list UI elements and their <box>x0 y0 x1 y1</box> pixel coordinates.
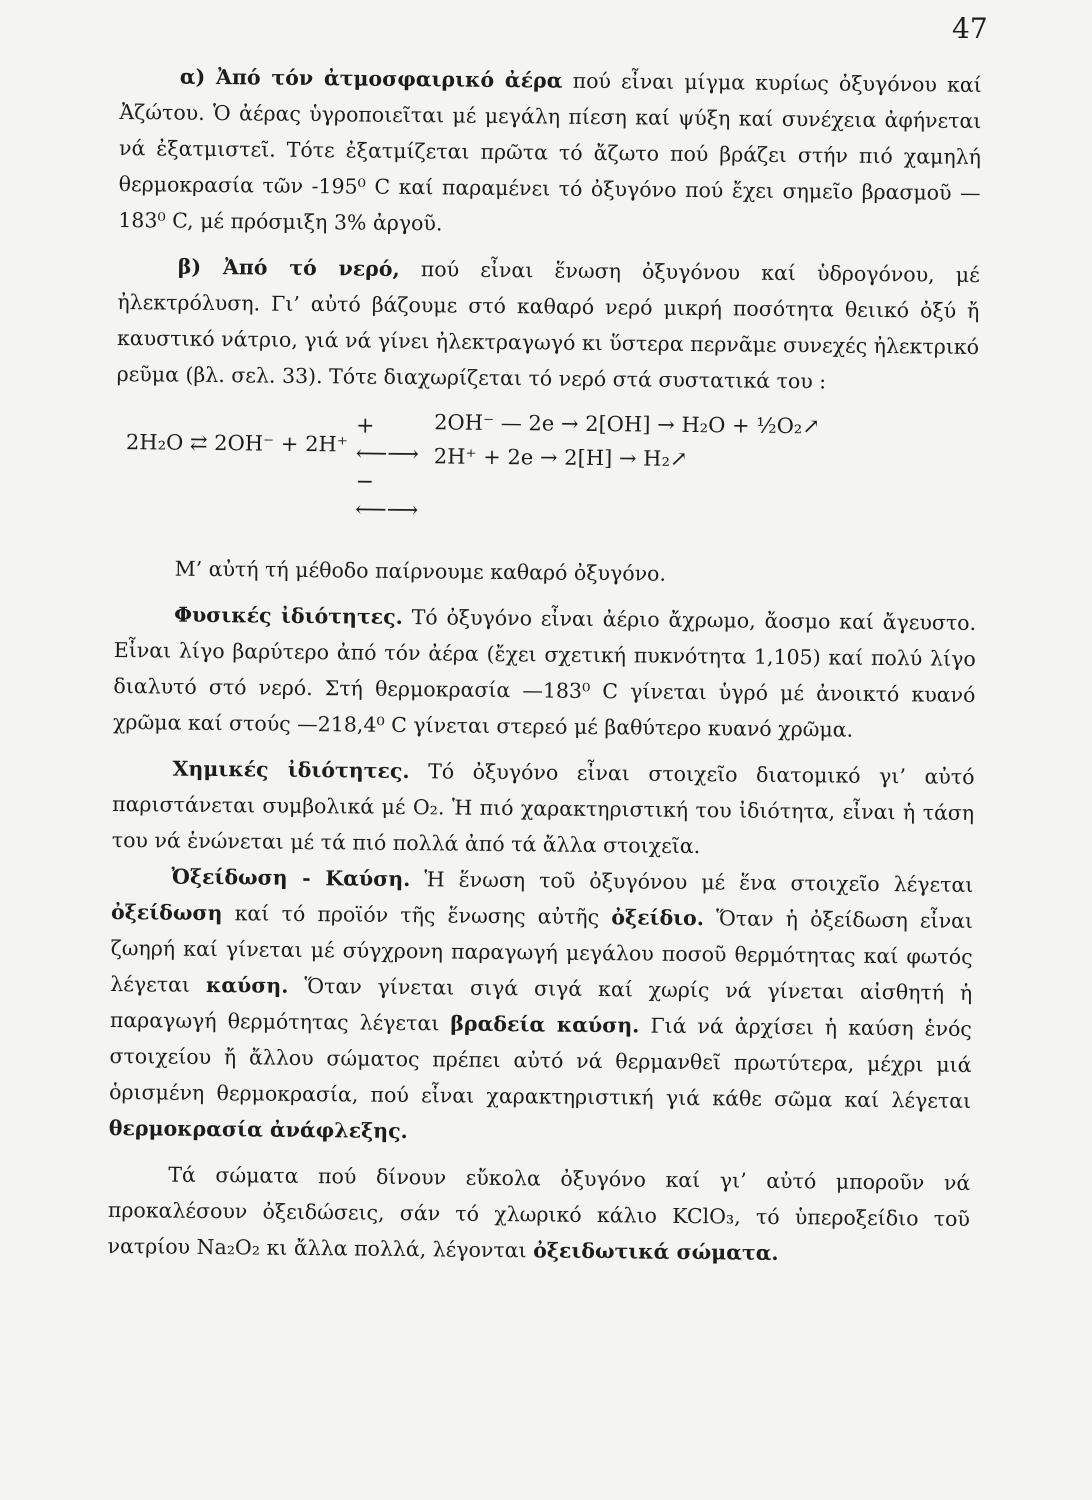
electrolysis-equation <box>125 402 978 531</box>
text-water: πού εἶναι ἕνωση ὀξυγόνου καί ὑδρογόνου, μέ ἠλεκτρόλυση. Γι’ αὐτό βάζουμε στό καθαρό νερό μικρή ποσότητα θειικό ὀξύ ἤ καυστικό νάτριο, γιά νά γίνει ἠλεκτραγωγό κι ὕστερα περνᾶμε συνεχές ἠλεκτρικό ρεῦμα (βλ. σελ. 33). Τότε διαχωρίζεται τό νερό στά συστατικά του : <box>116 256 980 394</box>
text-oxidants: Τά σώματα πού δίνουν εὔκολα ὀξυγόνο καί γι’ αὐτό μποροῦν νά προκαλέσουν ὀξειδώσεις, σάν τό χλωρικό κάλιο KClO₃, τό ὑπεροξείδιο τοῦ νατρίου Na₂O₂ κι ἄλλα πολλά, λέγονται <box>107 1162 971 1263</box>
equation-arrows <box>355 404 426 525</box>
text-air: πού εἶναι μίγμα κυρίως ὀξυγόνου καί Ἀζώτου. Ὁ ἀέρας ὑγροποιεῖται μέ μεγάλη πίεση καί ψύξη καί συνέχεια ἀφήνεται νά ἐξατμιστεῖ. Τότε ἐξατμίζεται πρῶτα τό ἄζωτο πού βράζει στήν πιό χαμηλή θερμοκρασία τῶν -195⁰ C καί παραμένει τό ὀξυγόνο πού ἔχει σημεῖο βρασμοῦ —183⁰ C, μέ πρόσμιξη 3% ἀργοῦ. <box>118 68 982 236</box>
heading-physical: Φυσικές ἰδιότητες. <box>174 602 403 629</box>
equation-anode: 2OH⁻ — 2e → 2[OH] → H₂O + ½O₂↗ <box>434 410 821 439</box>
equation-arrow-top: + ⟵⟶ <box>355 413 420 468</box>
paragraph-physical <box>113 596 976 749</box>
term-combustion: καύση. <box>205 972 289 998</box>
text-oxidation-2: καί τό προϊόν τῆς ἕνωσης αὐτῆς <box>222 901 612 930</box>
page-number: 47 <box>952 12 988 45</box>
method-note: Μ’ αὐτή τή μέθοδο παίρνουμε καθαρό ὀξυγόνο. <box>174 556 667 586</box>
text-oxidation-5: Γιά νά ἀρχίσει ἡ καύση ἑνός στοιχείου ἤ ἄλλου σώματος πρέπει αὐτό νά θερμανθεῖ πρωτύτερα, μέχρι μιά ὁρισμένη θερμοκρασία, πού εἶναι χαρακτηριστική γιά κάθε σῶμα καί λέγεται <box>109 1013 972 1113</box>
paragraph-oxidants <box>107 1156 970 1273</box>
text-chemical: Τό ὀξυγόνο εἶναι στοιχεῖο διατομικό γι’ αὐτό παριστάνεται συμβολικά μέ O₂. Ἡ πιό χαρακτηριστική του ἰδιότητα, εἶναι ἡ τάση του νά ἑνώνεται μέ τά πιό πολλά ἀπό τά ἄλλα στοιχεῖα. <box>111 759 975 859</box>
text-oxidation-4: Ὅταν γίνεται σιγά σιγά καί χωρίς νά γίνεται αἰσθητή ἡ παραγωγή θερμότητας λέγεται <box>109 973 973 1036</box>
page-body <box>107 58 982 1273</box>
term-ignition-temperature: θερμοκρασία ἀνάφλεξης. <box>108 1115 408 1144</box>
heading-oxidation: Ὀξείδωση - Καύση. <box>171 864 411 892</box>
text-physical: Τό ὀξυγόνο εἶναι ἀέριο ἄχρωμο, ἄοσμο καί ἄγευστο. Εἶναι λίγο βαρύτερο ἀπό τόν ἀέρα (ἔχει σχετική πυκνότητα 1,105) καί πολύ λίγο διαλυτό στό νερό. Στή θερμοκρασία —183⁰ C γίνεται ὑγρό μέ ἀνοικτό κυανό χρῶμα καί στούς —218,4⁰ C γίνεται στερεό μέ βαθύτερο κυανό χρῶμα. <box>112 604 977 742</box>
text-oxidation-1: Ἡ ἕνωση τοῦ ὀξυγόνου μέ ἕνα στοιχεῖο λέγεται <box>410 867 974 897</box>
equation-left: 2H₂O ⇄ 2OH⁻ + 2H⁺ <box>125 430 349 457</box>
equation-right <box>434 405 820 477</box>
equation-arrow-bottom: − ⟵⟶ <box>355 469 419 524</box>
term-oxidizing-agents: ὀξειδωτικά σώματα. <box>533 1238 779 1265</box>
term-oxidation: ὀξείδωση <box>110 899 223 926</box>
heading-water: β) Ἀπό τό νερό, <box>177 254 400 281</box>
term-oxide: ὀξείδιο. <box>611 905 705 931</box>
heading-air: α) Ἀπό τόν ἀτμοσφαιρικό ἀέρα <box>179 64 563 93</box>
paragraph-water <box>117 248 980 401</box>
paragraph-oxidation <box>109 858 974 1155</box>
heading-chemical: Χημικές ἰδιότητες. <box>172 756 410 784</box>
equation-cathode: 2H⁺ + 2e → 2[H] → H₂↗ <box>433 444 688 471</box>
paragraph-air <box>118 58 982 247</box>
term-slow-combustion: βραδεία καύση. <box>450 1011 640 1038</box>
text-oxidation-3: Ὅταν ἡ ὀξείδωση εἶναι ζωηρή καί γίνεται μέ σύγχρονη παραγωγή μεγάλου ποσοῦ θερμότητας καί φωτός λέγεται <box>110 906 974 997</box>
paragraph-chemical <box>112 750 975 867</box>
